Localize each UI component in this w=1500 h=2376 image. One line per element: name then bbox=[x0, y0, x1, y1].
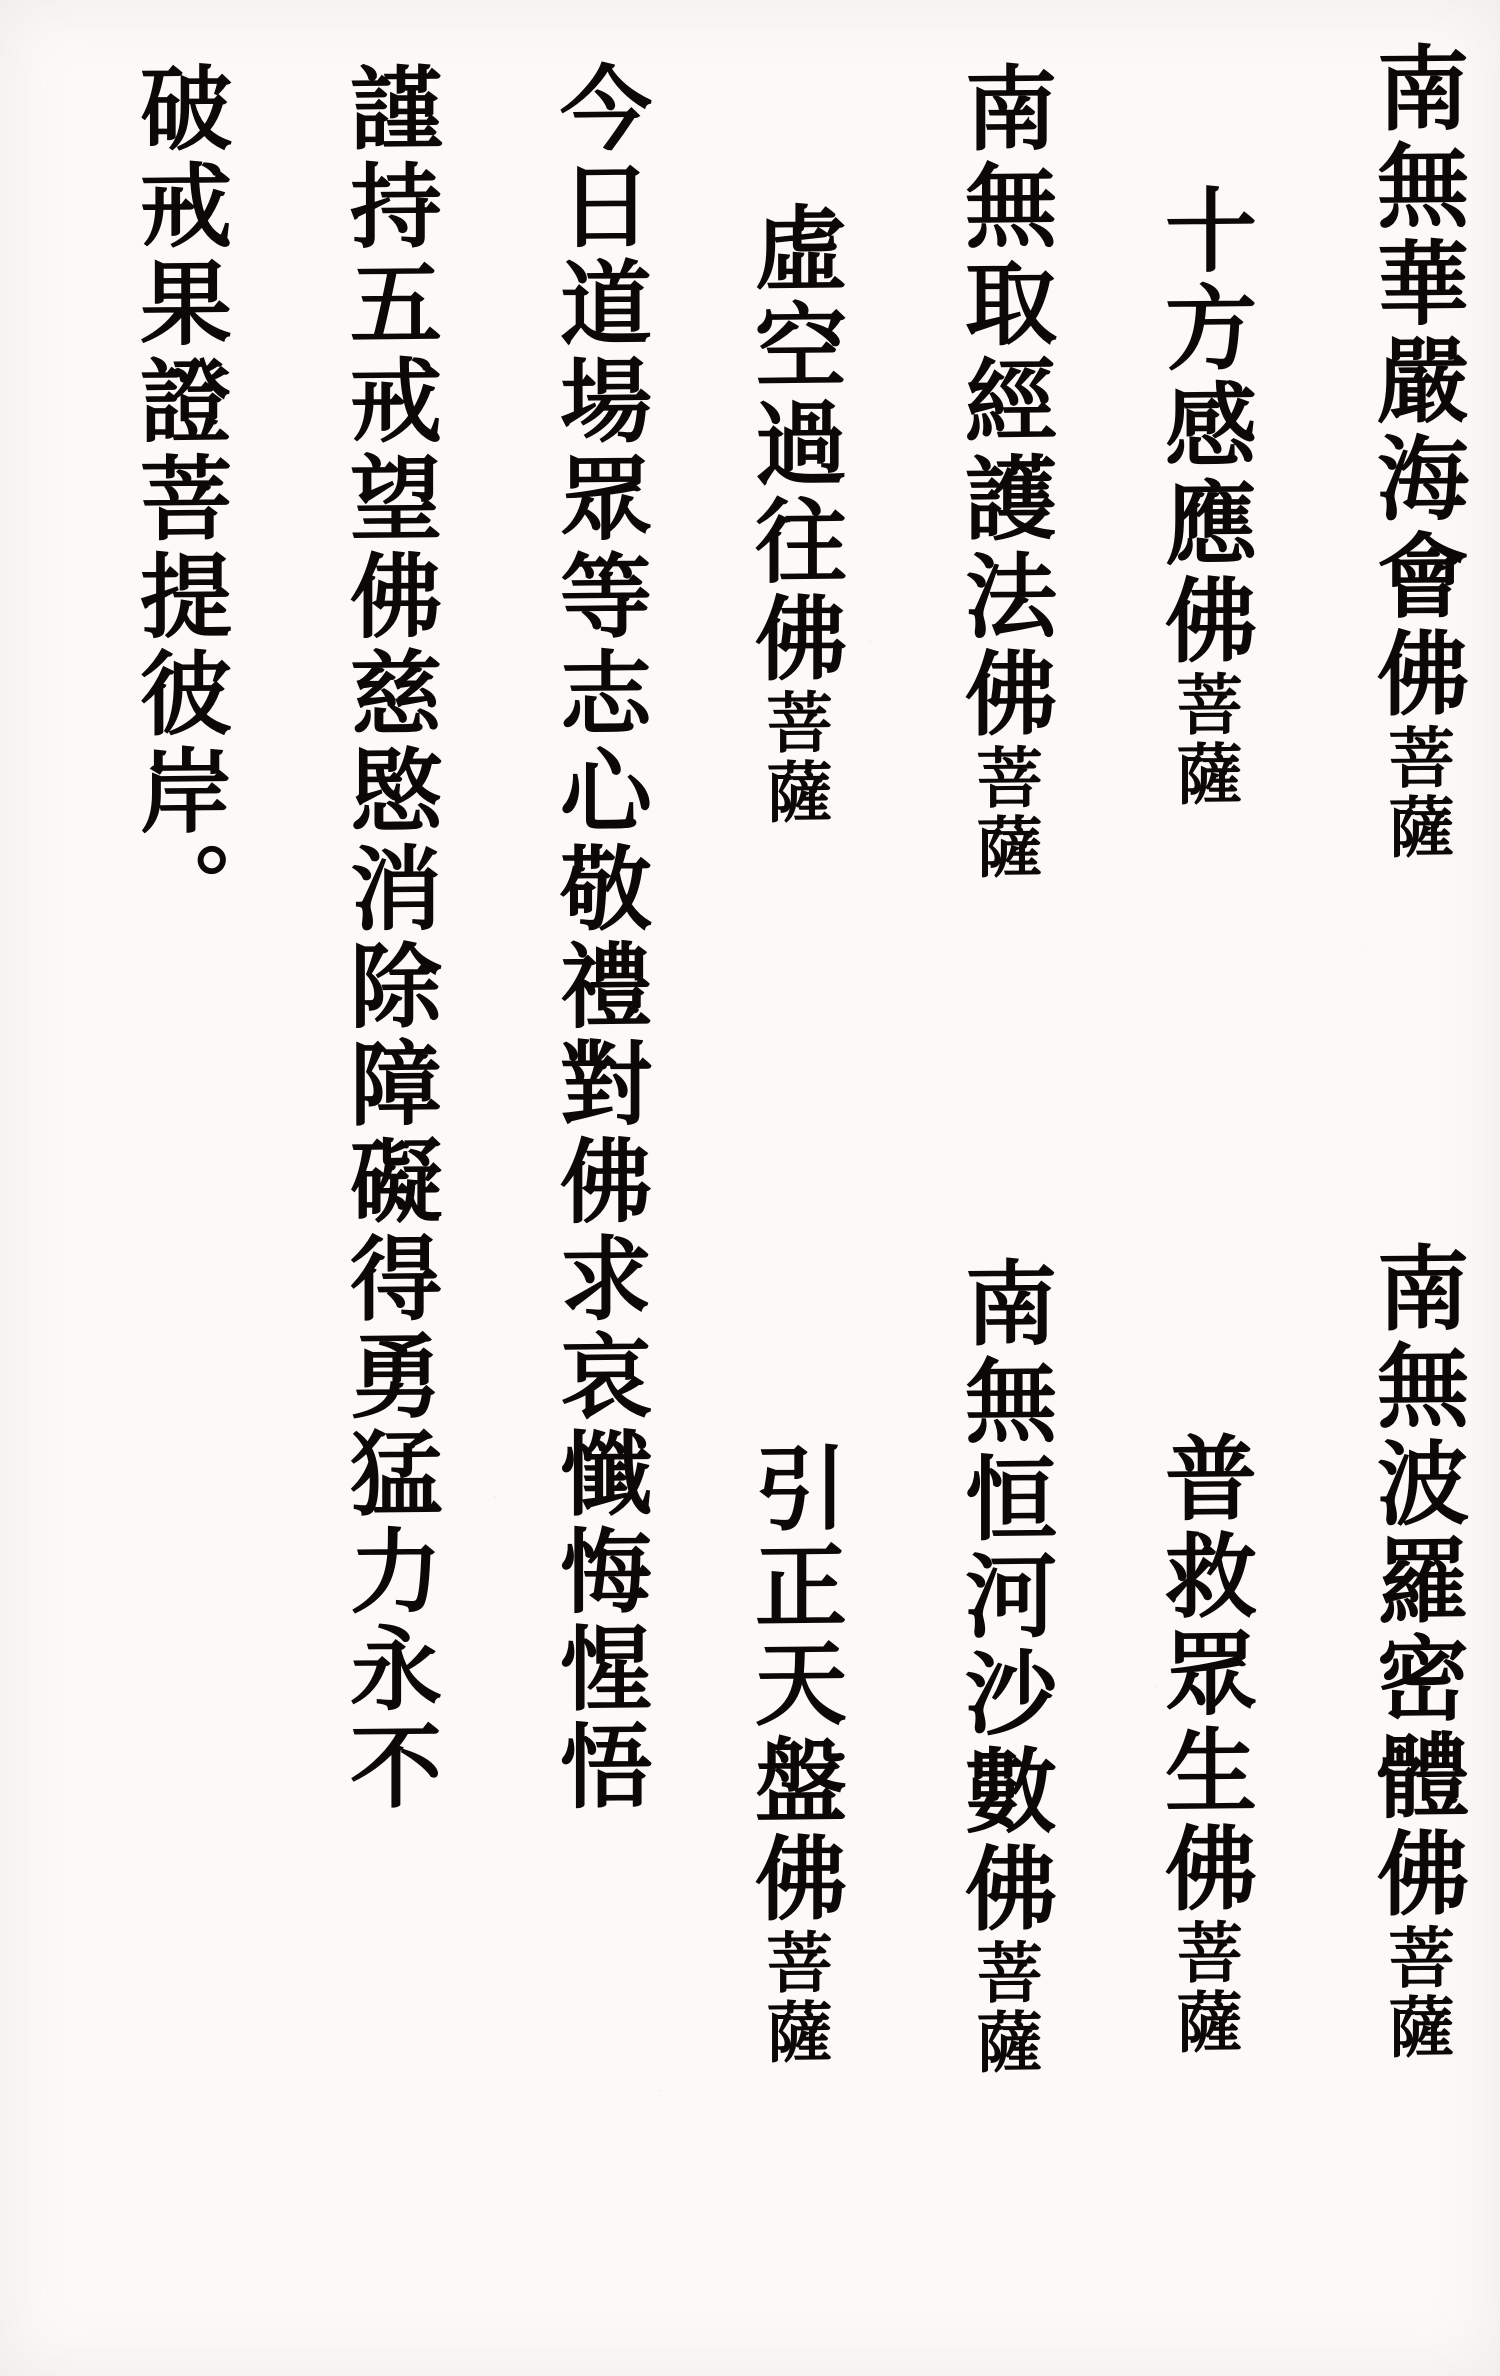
text-column-7 bbox=[125, 59, 233, 2291]
column-11-main: 引正天盤佛 bbox=[740, 1439, 848, 1929]
column-2-trail: 菩薩 bbox=[1165, 669, 1243, 810]
text-column-10 bbox=[950, 1254, 1058, 2311]
text-column-2 bbox=[1150, 181, 1258, 810]
text-column-1 bbox=[1362, 39, 1470, 863]
text-column-6 bbox=[335, 59, 443, 2291]
column-8-trail: 菩薩 bbox=[1377, 1922, 1455, 2063]
column-5-main: 今日道場眾等志心敬禮對佛求哀懺悔惺悟 bbox=[545, 59, 653, 1817]
text-column-11 bbox=[740, 1439, 848, 2311]
column-6-main: 謹持五戒望佛慈愍消除障礙得勇猛力永不 bbox=[335, 59, 443, 1817]
column-4-trail: 菩薩 bbox=[755, 687, 833, 828]
column-11-trail: 菩薩 bbox=[755, 1927, 833, 2068]
column-3-main: 南無取經護法佛 bbox=[950, 59, 1058, 744]
column-9-trail: 菩薩 bbox=[1165, 1917, 1243, 2058]
column-9-main: 普救眾生佛 bbox=[1150, 1429, 1258, 1919]
text-column-3 bbox=[950, 59, 1058, 883]
column-7-main: 破戒果證菩提彼岸。 bbox=[125, 59, 233, 939]
text-column-8 bbox=[1362, 1239, 1470, 2311]
text-column-5 bbox=[545, 59, 653, 2291]
column-8-main: 南無波羅密體佛 bbox=[1362, 1239, 1470, 1924]
column-1-trail: 菩薩 bbox=[1377, 722, 1455, 863]
column-2-main: 十方感應佛 bbox=[1150, 181, 1258, 671]
column-10-main: 南無恒河沙數佛 bbox=[950, 1254, 1058, 1939]
text-column-4 bbox=[740, 199, 848, 841]
column-4-main: 虛空過往佛 bbox=[740, 199, 848, 689]
text-column-9 bbox=[1150, 1429, 1258, 2311]
column-10-trail: 菩薩 bbox=[965, 1937, 1043, 2078]
column-1-main: 南無華嚴海會佛 bbox=[1362, 39, 1470, 724]
column-3-trail: 菩薩 bbox=[965, 742, 1043, 883]
